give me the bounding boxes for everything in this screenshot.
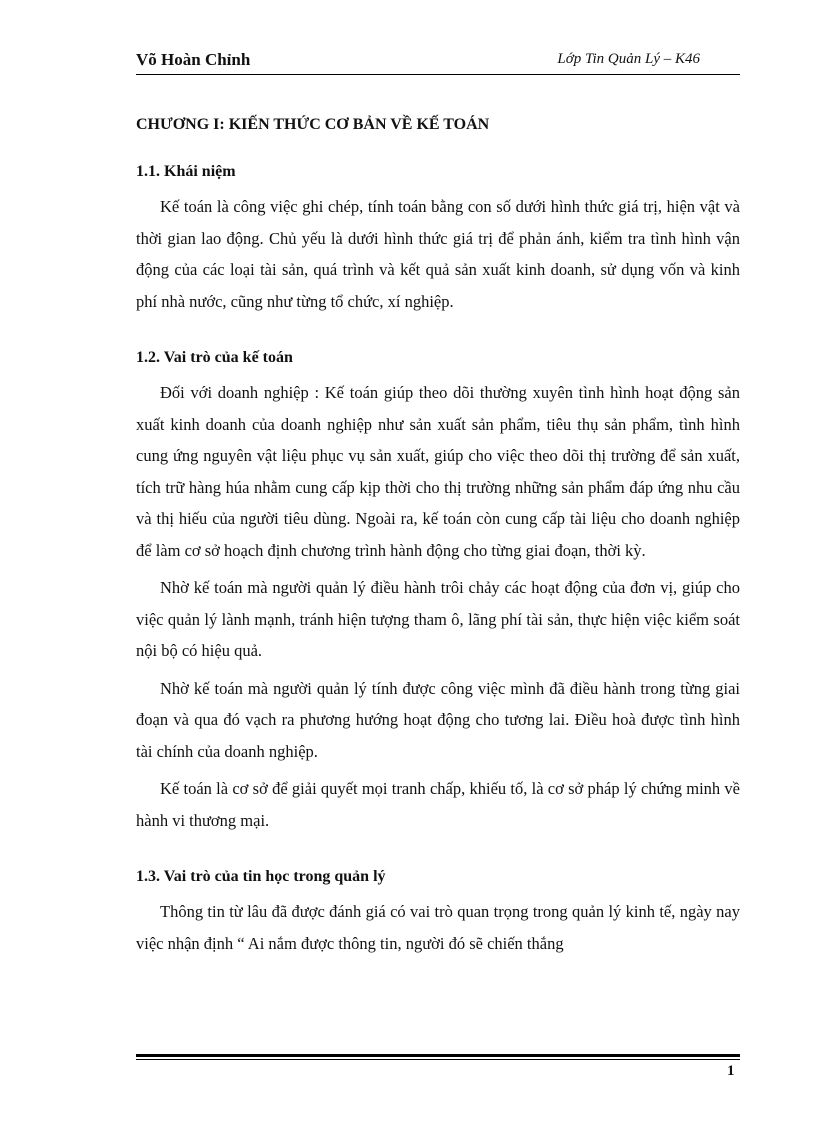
section-heading-1-1: 1.1. Khái niệm (136, 163, 236, 180)
document-body (136, 112, 740, 965)
section-heading-1-3: 1.3. Vai trò của tin học trong quản lý (136, 868, 386, 885)
header-class-name: Lớp Tin Quản Lý – K46 (557, 51, 700, 67)
paragraph-1-1-a: Kế toán là công việc ghi chép, tính toán bằng con số dưới hình thức giá trị, hiện vật và thời gian lao động. Chủ yếu là dưới hình thức giá trị để phản ánh, kiểm tra tình hình vận động của các loại tài sản, quá trình và kết quả sản xuất kinh doanh, sử dụng vốn và kinh phí nhà nước, cũng như từng tổ chức, xí nghiệp. (136, 197, 740, 311)
header-author: Võ Hoàn Chỉnh (136, 50, 251, 69)
page-number: 1 (727, 1063, 735, 1079)
header-rule (136, 74, 740, 75)
paragraph-1-2-b: Nhờ kế toán mà người quản lý điều hành trôi chảy các hoạt động của đơn vị, giúp cho việc quản lý lành mạnh, tránh hiện tượng tham ô, lãng phí tài sản, thực hiện việc kiểm soát nội bộ có hiệu quả. (136, 578, 740, 660)
section-spacer (136, 323, 740, 345)
chapter-title: CHƯƠNG I: KIẾN THỨC CƠ BẢN VỀ KẾ TOÁN (136, 116, 490, 133)
paragraph-1-2-c: Nhờ kế toán mà người quản lý tính được công việc mình đã điều hành trong từng giai đoạn và qua đó vạch ra phương hướng hoạt động cho tương lai. Điều hoà được tình hình tài chính của doanh nghiệp. (136, 678, 740, 761)
page-header (136, 50, 740, 74)
footer-rule-thin (136, 1059, 740, 1060)
paragraph-1-2-a: Đối với doanh nghiệp : Kế toán giúp theo dõi thường xuyên tình hình hoạt động sản xuất kinh doanh của doanh nghiệp như sản xuất sản phẩm, tiêu thụ sản phẩm, tình hình cung ứng nguyên vật liệu phục vụ sản xuất, giúp cho việc theo dõi thị trường để sản xuất, tích trữ hàng húa nhằm cung cấp kịp thời cho thị trường những sản phẩm đáp ứng nhu cầu và thị hiếu của người tiêu dùng. Ngoài ra, kế toán còn cung cấp tài liệu cho doanh nghiệp để làm cơ sở hoạch định chương trình hành động cho từng giai đoạn, thời kỳ. (136, 383, 740, 560)
paragraph-1-2-d: Kế toán là cơ sở để giải quyết mọi tranh chấp, khiếu tố, là cơ sở pháp lý chứng minh về hành vi thương mại. (136, 779, 740, 830)
section-spacer (136, 842, 740, 864)
section-heading-1-2: 1.2. Vai trò của kế toán (136, 349, 293, 366)
paragraph-1-3-a: Thông tin từ lâu đã được đánh giá có vai trò quan trọng trong quản lý kinh tế, ngày nay việc nhận định “ Ai nắm được thông tin, người đó sẽ chiến thắng (136, 902, 740, 953)
footer-rule-thick (136, 1054, 740, 1057)
